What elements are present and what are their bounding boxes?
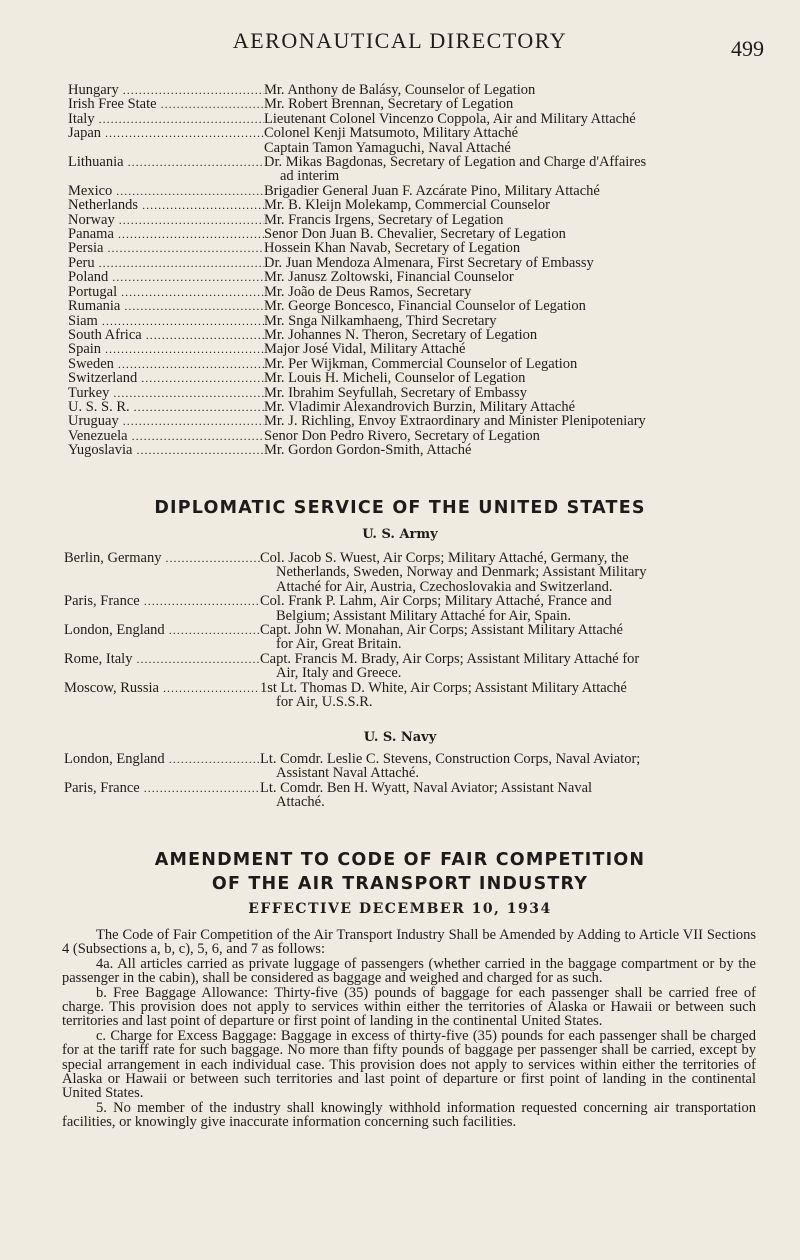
service-description-line: Netherlands, Sweden, Norway and Denmark; Assistant Military [276,564,647,581]
directory-country: Poland ..... [68,270,264,284]
service-description-line: Air, Italy and Greece. [276,665,402,682]
service-description-line: Lt. Comdr. Leslie C. Stevens, Construction Corps, Naval Aviator; [260,751,641,767]
directory-country: Turkey ..... [68,386,264,400]
directory-entry-continuation [68,141,768,155]
directory-representative: Mr. João de Deus Ramos, Secretary [264,283,472,300]
service-description [260,781,760,810]
directory-entry [68,299,768,313]
service-entry [64,594,760,623]
amendment-effective-date: EFFECTIVE DECEMBER 10, 1934 [248,901,552,917]
service-description [260,594,760,623]
directory-representative: ad interim [280,168,340,185]
directory-entry [68,357,768,371]
directory-country: Persia ..... [68,241,264,255]
navy-subheading: U. S. Navy [363,730,437,745]
directory-country: Spain ..... [68,342,264,356]
directory-entry-continuation [68,169,768,183]
service-description [260,652,760,681]
directory-representative: Mr. Janusz Zoltowski, Financial Counselor [264,269,514,286]
service-description-line: Belgium; Assistant Military Attaché for Air, Spain. [276,607,572,624]
directory-entry [68,429,768,443]
service-location: Moscow, Russia ..... [64,681,260,710]
directory-entry [68,155,768,169]
directory-country: Mexico ..... [68,184,264,198]
amendment-paragraph: 5. No member of the industry shall knowingly withhold information requested concerning air transportation facilities, or knowingly give inaccurate information concerning such facilities. [62,1099,756,1131]
service-entry [64,781,760,810]
directory-country: Italy ..... [68,112,264,126]
attache-directory-list [68,83,768,458]
service-location: London, England ..... [64,623,260,652]
directory-representative: Captain Tamon Yamaguchi, Naval Attaché [264,139,511,156]
directory-entry [68,314,768,328]
directory-entry [68,386,768,400]
directory-country: Lithuania ..... [68,155,264,169]
directory-representative: Mr. Vladimir Alexandrovich Burzin, Military Attaché [264,398,576,415]
amendment-title-line1: AMENDMENT TO CODE OF FAIR COMPETITION [154,850,646,870]
directory-representative: Mr. Louis H. Micheli, Counselor of Legation [264,370,526,387]
directory-entry [68,270,768,284]
service-description-line: Capt. Francis M. Brady, Air Corps; Assistant Military Attaché for [260,650,640,667]
directory-representative: Dr. Juan Mendoza Almenara, First Secretary of Embassy [264,254,594,271]
directory-representative: Colonel Kenji Matsumoto, Military Attaché [264,125,519,142]
directory-country: Norway ..... [68,213,264,227]
army-attache-list [64,551,760,709]
directory-representative: Mr. Francis Irgens, Secretary of Legation [264,211,504,228]
directory-entry [68,342,768,356]
directory-country: Venezuela ..... [68,429,264,443]
directory-representative: Mr. Snga Nilkamhaeng, Third Secretary [264,312,497,329]
directory-entry [68,97,768,111]
directory-country: Switzerland ..... [68,371,264,385]
service-description [260,551,760,594]
service-description-line: for Air, Great Britain. [276,636,402,653]
amendment-title-line2: OF THE AIR TRANSPORT INDUSTRY [211,874,589,894]
directory-country: Yugoslavia ..... [68,443,264,457]
directory-representative: Senor Don Juan B. Chevalier, Secretary of Legation [264,226,566,243]
directory-country: Rumania ..... [68,299,264,313]
directory-representative: Mr. Ibrahim Seyfullah, Secretary of Embassy [264,384,527,401]
directory-representative: Mr. Per Wijkman, Commercial Counselor of Legation [264,355,578,372]
service-description [260,752,760,781]
directory-representative: Mr. Johannes N. Theron, Secretary of Legation [264,326,538,343]
service-description-line: Col. Jacob S. Wuest, Air Corps; Military Attaché, Germany, the [260,550,629,566]
directory-entry [68,184,768,198]
amendment-paragraph: c. Charge for Excess Baggage: Baggage in excess of thirty-five (35) pounds for each passenger shall be charged for at the tariff rate for such baggage. No more than fifty pounds of baggage per passenger shall be carried, except by special arrangement in each individual case. This provision does not apply to services within either the territories of Alaska or Hawaii or between such territories and last point of departure or first point of landing in the continental United States. [62,1027,756,1102]
directory-entry [68,285,768,299]
directory-entry [68,83,768,97]
directory-representative: Lieutenant Colonel Vincenzo Coppola, Air and Military Attaché [264,110,636,127]
service-location: Paris, France ..... [64,594,260,623]
directory-representative: Mr. Robert Brennan, Secretary of Legation [264,96,514,113]
directory-representative: Mr. B. Kleijn Molekamp, Commercial Counselor [264,197,550,214]
directory-representative: Mr. Anthony de Balásy, Counselor of Legation [264,82,536,98]
directory-representative: Mr. J. Richling, Envoy Extraordinary and Minister Plenipoteniary [264,413,646,430]
directory-entry [68,256,768,270]
directory-entry [68,371,768,385]
service-entry [64,652,760,681]
directory-entry [68,400,768,414]
directory-entry [68,213,768,227]
directory-entry [68,328,768,342]
directory-country: Portugal ..... [68,285,264,299]
directory-country: Netherlands ..... [68,198,264,212]
directory-entry [68,414,768,428]
page-number: 499 [731,36,764,61]
service-location: Berlin, Germany ..... [64,551,260,594]
directory-entry [68,126,768,140]
service-description [260,681,760,710]
directory-representative: Brigadier General Juan F. Azcárate Pino, Military Attaché [264,182,600,199]
directory-country: Siam ..... [68,314,264,328]
directory-representative: Mr. Gordon Gordon-Smith, Attaché [264,442,472,459]
service-description-line: Col. Frank P. Lahm, Air Corps; Military Attaché, France and [260,593,612,610]
service-description-line: for Air, U.S.S.R. [276,694,373,711]
service-location: London, England ..... [64,752,260,781]
amendment-paragraph: 4a. All articles carried as private luggage of passengers (whether carried in the baggage compartment or by the passenger in the cabin), shall be considered as baggage and weighed and charged for as such. [62,955,756,987]
directory-country: Uruguay ..... [68,414,264,428]
service-entry [64,551,760,594]
service-description-line: Assistant Naval Attaché. [276,765,419,782]
directory-country: Japan ..... [68,126,264,140]
directory-country: Peru ..... [68,256,264,270]
service-description [260,623,760,652]
service-description-line: Lt. Comdr. Ben H. Wyatt, Naval Aviator; Assistant Naval [260,779,593,796]
directory-representative: Senor Don Pedro Rivero, Secretary of Legation [264,427,540,444]
directory-country: Sweden ..... [68,357,264,371]
army-subheading: U. S. Army [362,527,438,542]
directory-country: U. S. S. R. ..... [68,400,264,414]
directory-country: Irish Free State ..... [68,97,264,111]
service-entry [64,623,760,652]
amendment-body [62,928,756,1130]
service-description-line: Capt. John W. Monahan, Air Corps; Assistant Military Attaché [260,622,623,639]
navy-attache-list [64,752,760,810]
service-entry [64,752,760,781]
service-location: Rome, Italy ..... [64,652,260,681]
directory-country: Panama ..... [68,227,264,241]
directory-entry [68,198,768,212]
service-description-line: Attaché. [276,794,325,811]
service-description-line: Attaché for Air, Austria, Czechoslovakia and Switzerland. [276,578,613,595]
directory-entry [68,227,768,241]
directory-entry [68,241,768,255]
page-header-title: AERONAUTICAL DIRECTORY [232,28,568,53]
amendment-paragraph: The Code of Fair Competition of the Air Transport Industry Shall be Amended by Adding to Article VII Sections 4 (Subsections a, b, c), 5, 6, and 7 as follows: [62,927,756,958]
directory-representative: Dr. Mikas Bagdonas, Secretary of Legation and Charge d'Affaires [264,154,647,171]
directory-entry [68,112,768,126]
directory-country: South Africa ..... [68,328,264,342]
directory-representative: Major José Vidal, Military Attaché [264,341,466,358]
amendment-paragraph: b. Free Baggage Allowance: Thirty-five (35) pounds of baggage for each passenger shall be carried free of charge. This provision does not apply to services within either the territories of Alaska or Hawaii or between such territories and last point of departure or first point of landing in the continental United States. [62,984,756,1030]
service-entry [64,681,760,710]
directory-country: Hungary ..... [68,83,264,97]
diplomatic-service-heading: DIPLOMATIC SERVICE OF THE UNITED STATES [154,498,646,518]
service-description-line: 1st Lt. Thomas D. White, Air Corps; Assistant Military Attaché [260,679,627,696]
directory-representative: Hossein Khan Navab, Secretary of Legation [264,240,521,257]
directory-entry [68,443,768,457]
service-location: Paris, France ..... [64,781,260,810]
directory-representative: Mr. George Boncesco, Financial Counselor of Legation [264,298,586,315]
